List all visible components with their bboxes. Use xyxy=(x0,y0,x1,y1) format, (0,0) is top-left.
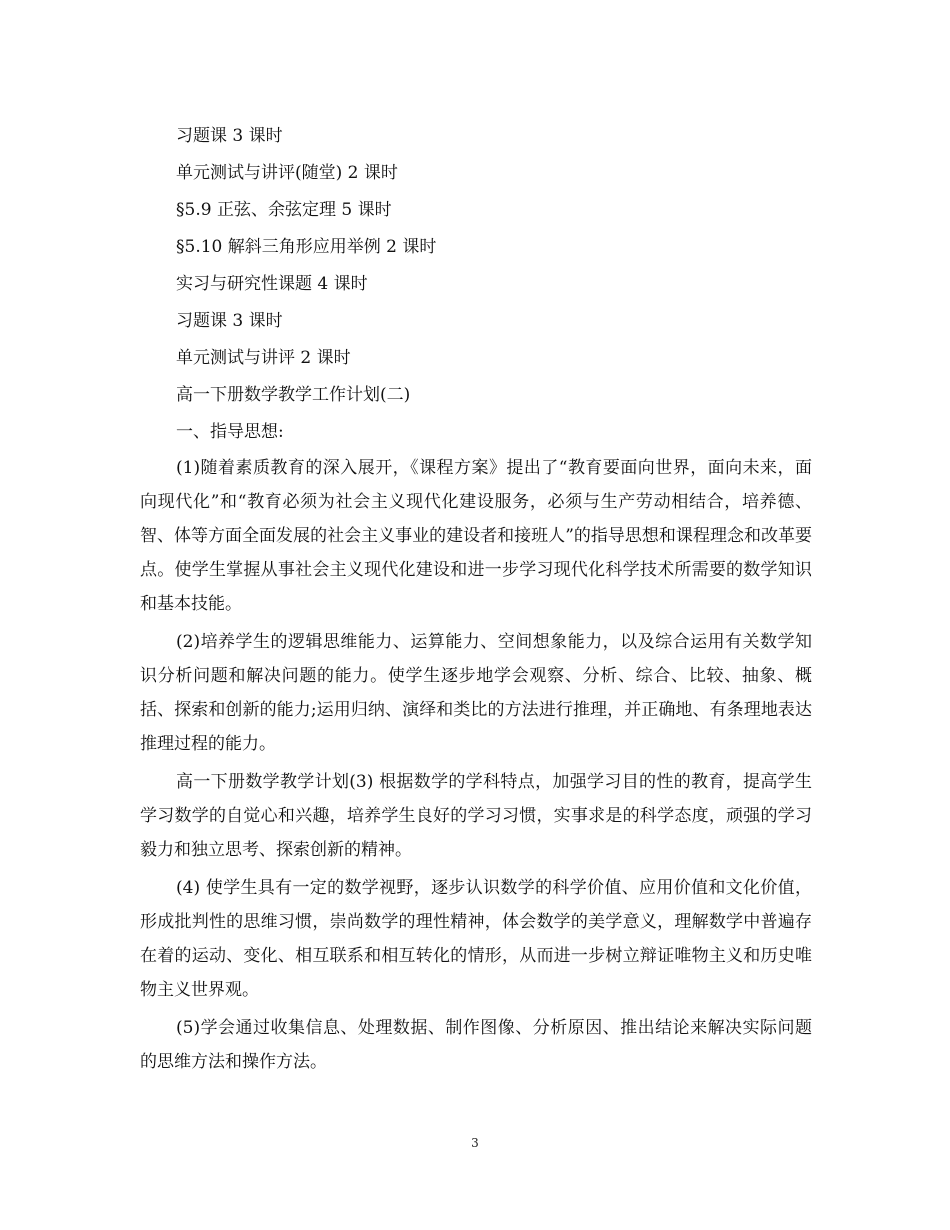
paragraph-5-problem-solving: (5)学会通过收集信息、处理数据、制作图像、分析原因、推出结论来解决实际问题的思维方法和操作方法。 xyxy=(140,1018,812,1072)
schedule-line-exercise-class-2: 习题课 3 课时 xyxy=(176,311,283,331)
schedule-line-oblique-triangle-application: §5.10 解斜三角形应用举例 2 课时 xyxy=(176,237,437,257)
schedule-line-sine-cosine-theorem: §5.9 正弦、余弦定理 5 课时 xyxy=(176,200,392,220)
section-title-work-plan-two: 高一下册数学教学工作计划(二) xyxy=(176,385,411,405)
page-number: 3 xyxy=(471,1136,479,1150)
schedule-line-unit-test-in-class: 单元测试与讲评(随堂) 2 课时 xyxy=(176,163,398,183)
section-heading-guiding-ideology: 一、指导思想: xyxy=(176,422,284,442)
schedule-line-exercise-class-1: 习题课 3 课时 xyxy=(176,126,283,146)
paragraph-4-mathematical-vision: (4) 使学生具有一定的数学视野，逐步认识数学的科学价值、应用价值和文化价值，形成批判性的思维习惯，崇尚数学的理性精神，体会数学的美学意义，理解数学中普遍存在着的运动、变化、相互联系和相互转化的情形，从而进一步树立辩证唯物主义和历史唯物主义世界观。 xyxy=(140,878,812,1000)
paragraph-3-learning-purpose: 高一下册数学教学计划(3) 根据数学的学科特点，加强学习目的性的教育，提高学生学习数学的自觉心和兴趣，培养学生良好的学习习惯，实事求是的科学态度，顽强的学习毅力和独立思考、探索创新的精神。 xyxy=(140,772,812,860)
document-body xyxy=(140,118,812,1083)
paragraph-2-logical-thinking: (2)培养学生的逻辑思维能力、运算能力、空间想象能力，以及综合运用有关数学知识分析问题和解决问题的能力。使学生逐步地学会观察、分析、综合、比较、抽象、概括、探索和创新的能力;运用归纳、演绎和类比的方法进行推理，并正确地、有条理地表达推理过程的能力。 xyxy=(140,632,812,754)
schedule-line-unit-test-review: 单元测试与讲评 2 课时 xyxy=(176,348,351,368)
paragraph-1-curriculum-plan: (1)随着素质教育的深入展开，《课程方案》提出了“教育要面向世界，面向未来，面向现代化”和“教育必须为社会主义现代化建设服务，必须与生产劳动相结合，培养德、智、体等方面全面发展的社会主义事业的建设者和接班人”的指导思想和课程理念和改革要点。使学生掌握从事社会主义现代化建设和进一步学习现代化科学技术所需要的数学知识和基本技能。 xyxy=(140,458,812,614)
schedule-line-practice-research-topic: 实习与研究性课题 4 课时 xyxy=(176,274,368,294)
